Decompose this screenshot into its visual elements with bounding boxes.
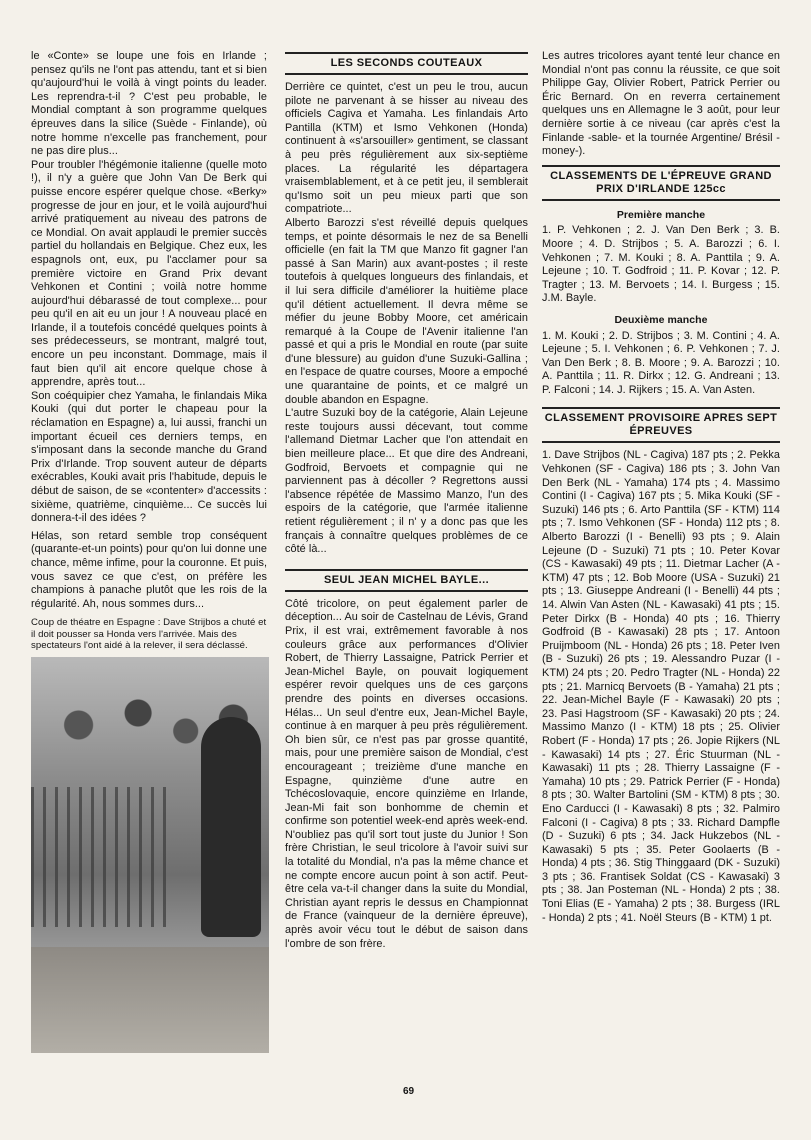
paragraph: L'autre Suzuki boy de la catégorie, Alain Lejeune reste toujours aussi décevant, tout comme l'allemand Dietmar Lacher que l'on attendait en bien meilleure place... Et que dire des Andreani, Godfroid, Bervoets et compagnie qui ne parviennent pas à décoller ? Regrettons aussi l'absence répétée de Massimo Manzo, l'un des espoirs de la catégorie, que l'armée italienne retient régulièrement ; il n' y a donc pas que les français à connaître quelques problèmes de ce côté là... [285,407,528,556]
paragraph: Alberto Barozzi s'est réveillé depuis quelques temps, et pointe désormais le nez de sa Benelli officielle (en fait la TM que Manzo fit gagner l'an passé à San Marin) aux avant-postes ; il reste toutefois à quelques longueurs des finlandais, et il lui sera difficile d'améliorer la huitième place qu'il détient actuellement. Il devra même se méfier du jeune Bobby Moore, cet américain remarqué à la Coupe de l'Avenir italienne l'an passé et qui a pris le Mondial en route (par suite d'une blessure) au guidon d'une Suzuki-Gallina ; en l'espace de quatre courses, Moore a empoché une quarantaine de points, et ce malgré un double abandon en Espagne. [285,216,528,406]
section-heading: CLASSEMENTS DE L'ÉPREUVE GRAND PRIX D'IRLANDE 125cc [542,165,780,201]
bleed-through-text [40,34,42,41]
paragraph: Côté tricolore, on peut également parler de déception... Au soir de Castelnau de Lévis, Grand Prix, il est vrai, extrêmement favorable à nos couleurs grâce aux performances d'Olivier Robert, de Thierry Lassaigne, Patrick Perrier et Jean-Michel Bayle, on pouvait logiquement espérer revoir quelques uns de ces garçons prendre des points en diverses occasions. Hélas... Un seul d'entre eux, Jean-Michel Bayle, continue à en marquer à peu près régulièrement. Oh bien sûr, ce n'est pas par grosse quantité, mais, pour une première saison de Mondial, c'est encourageant ; treizième d'une manche en Espagne, quinzième d'une autre en Tchécoslovaquie, encore quinzième en Irlande, Jean-Mi fait son bonhomme de chemin et confirme son potentiel week-end après week-end. N'oubliez pas qu'il sort tout juste du Junior ! Son frère Christian, le seul tricolore à l'avoir suivi sur la totalité du Mondial, n'a pas la même chance et ne compte encore aucun point à son actif. Peut-être cela va-t-il changer dans la suite du Mondial, Christian ayant repris le dessus en Championnat de France (vainqueur de la dernière épreuve), après avoir vécu tout le début de saison dans l'ombre de son frère. [285,597,528,950]
standings-list: 1. Dave Strijbos (NL - Cagiva) 187 pts ; 2. Pekka Vehkonen (SF - Cagiva) 186 pts ; 3. John Van Den Berk (NL - Yamaha) 174 pts ; 4. Massimo Contini (I - Cagiva) 167 pts ; 5. Mika Kouki (SF - Suzuki) 146 pts ; 6. Arto Panttila (SF - KTM) 114 pts ; 7. Ismo Vehkonen (SF - Honda) 112 pts ; 8. Alberto Barozzi (I - Benelli) 93 pts ; 9. Alain Lejeune (D - Suzuki) 71 pts ; 10. Peter Kovar (CS - Kawasaki) 49 pts ; 11. Dietmar Lacher (A - KTM) 47 pts ; 12. Bob Moore (USA - Suzuki) 21 pts ; 13. Giuseppe Andreani (I - Benelli) 44 pts ; 14. Alwin Van Asten (NL - Kawasaki) 41 pts ; 15. Peter Dirkx (B - Honda) 40 pts ; 16. Thierry Godfroid (B - Kawasaki) 28 pts ; 17. Antoon Pruijmboom (NL - Honda) 26 pts ; 18. Peter Iven (B - Suzuki) 26 pts ; 19. Alessandro Puzar (I - KTM) 24 pts ; 20. Pedro Tragter (NL - Honda) 22 pts ; 21. Marnicq Bervoets (B - Yamaha) 21 pts ; 22. Jean-Michel Bayle (F - Kawasaki) 20 pts ; 23. Pasi Hagstroom (SF - Kawasaki) 20 pts ; 24. Massimo Manzo (I - KTM) 18 pts ; 25. Olivier Robert (F - Honda) 17 pts ; 26. Jopie Rijkers (NL - Kawasaki) 14 pts ; 27. Éric Stuurman (NL - Kawasaki) 11 pts ; 28. Thierry Lassaigne (F - Yamaha) 10 pts ; 29. Patrick Perrier (F - Honda) 8 pts ; 30. Walter Bartolini (SM - KTM) 8 pts ; 30. Eno Carducci (I - Kawasaki) 8 pts ; 32. Palmiro Falconi (I - Cagiva) 8 pts ; 33. Richard Dampfle (D - Suzuki) 6 pts ; 34. Jack Hukzebos (NL - Kawasaki) 5 pts ; 35. Peter Goolaerts (B - Honda) 4 pts ; 36. Stig Thinggaard (DK - Suzuki) 3 pts ; 36. Frantisek Soldat (CS - Kawasaki) 3 pts ; 38. Jan Posteman (NL - Honda) 2 pts ; 38. Toni Elias (E - Yamaha) 2 pts ; 38. Burgess (IRL - Honda) 2 pts ; 41. Noël Steurs (B - KTM) 1 pt. [542,449,780,924]
paragraph: Pour troubler l'hégémonie italienne (quelle moto !), il n'y a guère que John Van De Berk qui puisse encore espérer quelque chose. «Berky» progresse de jour en jour, et le voilà aujourd'hui arrivé pratiquement au niveau des patrons de ce Mondial. On avait applaudi le premier succès partiel du hollandais en Belgique. Chez eux, les espagnols ont, eux, pu l'acclamer pour sa première victoire en Grand Prix devant Vehkonen et Contini ; voilà notre homme aujourd'hui débarassé de tout complexe... pour peu qu'il en ait eu un jour ! A nouveau placé en Irlande, il a toutefois concédé quelques points à ses prédecesseurs, se montrant, malgré tout, encore un peu inconstant. Dommage, mais il faut bien qu'il ait encore quelque chose à apprendre, après tout... [31,158,267,389]
paragraph: Derrière ce quintet, c'est un peu le trou, aucun pilote ne parvenant à se hisser au niveau des officiels Cagiva et Yamaha. Les finlandais Arto Pantilla (KTM) et Ismo Vehkonen (Honda) continuent à «s'arsouiller» gentiment, se classant à peu près régulièrement aux six-septième places. La régularité les départagera vraisemblablement, et à ce petit jeu, il semblerait qu'Ismo soit un peu mieux parti que son compatriote... [285,81,528,216]
section-heading: LES SECONDS COUTEAUX [285,52,528,75]
race-photo [31,657,269,1053]
rider-image-region [201,717,261,937]
section-heading: SEUL JEAN MICHEL BAYLE... [285,569,528,592]
photo-caption: Coup de théatre en Espagne : Dave Strijbos a chuté et il doit pousser sa Honda vers l'arrivée. Mais des spectateurs l'ont aidé à la relever, il sera déclassé. [31,617,267,651]
results-list: 1. P. Vehkonen ; 2. J. Van Den Berk ; 3. B. Moore ; 4. D. Strijbos ; 5. A. Barozzi ; 6. I. Vehkonen ; 7. M. Kouki ; 8. A. Panttila ; 9. A. Lejeune ; 10. T. Godfroid ; 11. P. Kovar ; 12. P. Tragter ; 13. M. Bervoets ; 14. I. Burgess ; 15. J.M. Bayle. [542,224,780,305]
section-heading: CLASSEMENT PROVISOIRE APRES SEPT ÉPREUVES [542,407,780,443]
paragraph: le «Conte» se loupe une fois en Irlande ; pensez qu'ils ne l'ont pas attendu, tant et si bien qu'aujourd'hui le voilà à vingt points du leader. Les reprendra-t-il ? C'est peu probable, le Mondial comptant à son programme quelques épreuves dans la silice (Suède - Finlande), où notre homme n'excelle pas franchement, pour ne pas dire plus... [31,50,267,158]
column-left [31,50,267,1053]
results-list: 1. M. Kouki ; 2. D. Strijbos ; 3. M. Contini ; 4. A. Lejeune ; 5. I. Vehkonen ; 6. P. Vehkonen ; 7. J. Van Den Berk ; 8. B. Moore ; 9. A. Barozzi ; 10. A. Panttila ; 11. R. Dirkx ; 12. G. Andreani ; 13. P. Falconi ; 14. J. Rijkers ; 15. A. Van Asten. [542,329,780,396]
subheading: Deuxième manche [614,313,708,326]
page-number: 69 [403,1086,415,1097]
paragraph: Les autres tricolores ayant tenté leur chance en Mondial n'ont pas connu la réussite, ce que soit Philippe Gay, Olivier Robert, Patrick Perrier ou Éric Bernard. On en reverra certainement quelques uns en Allemagne le 3 août, pour leur dernière sortie à ce niveau (car après c'est la Finlande -sable- et la tournée Argentine/ Brésil -money-). [542,50,780,158]
fence-image-region [31,787,171,927]
paragraph: Son coéquipier chez Yamaha, le finlandais Mika Kouki (qui dut porter le chapeau pour la réclamation en Espagne) a, lui aussi, franchi un important écueil ces derniers temps, en s'imposant dans la seconde manche du Grand Prix d'Irlande. Trop souvent auteur de départs exécrables, Kouki avait pris l'habitude, depuis le début de saison, de se «contenter» d'accessits : sixième, quatrième, cinquième... Ce succès lui donnera-t-il des idées ? [31,389,267,525]
column-middle [285,52,528,951]
track-image-region [31,947,269,1053]
column-right [542,50,780,925]
paragraph: Hélas, son retard semble trop conséquent (quarante-et-un points) pour qu'on lui donne une chance, même infime, pour la couronne. Et puis, vous savez ce que c'est, on préfère les champions à panache plutôt que les rois de la régularité. Ah, nous sommes durs... [31,529,268,610]
subheading: Première manche [616,208,706,221]
